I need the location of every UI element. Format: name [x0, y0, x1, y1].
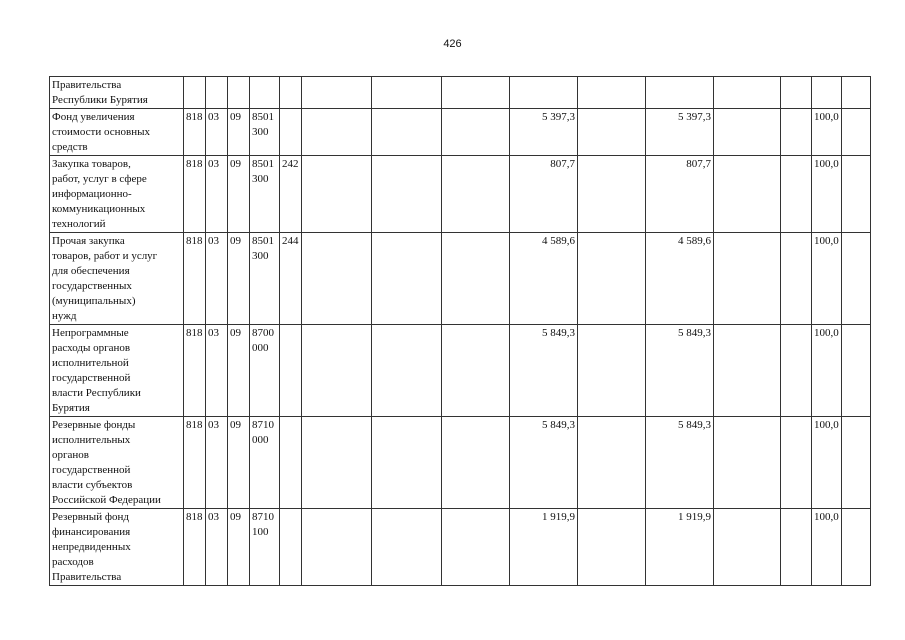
page-number: 426	[443, 38, 462, 50]
empty-cell	[302, 325, 372, 417]
subsection-code: 09	[228, 417, 250, 509]
planned-amount: 1 919,9	[510, 509, 578, 586]
execution-percent: 100,0	[812, 109, 842, 156]
empty-cell	[714, 77, 781, 109]
empty-cell	[781, 77, 812, 109]
empty-cell	[841, 77, 870, 109]
ministry-code: 818	[184, 417, 206, 509]
executed-amount: 5 849,3	[646, 417, 714, 509]
subsection-code: 09	[228, 109, 250, 156]
empty-cell	[578, 509, 646, 586]
target-article-code: 8710 000	[250, 417, 280, 509]
empty-cell	[714, 509, 781, 586]
empty-cell	[372, 109, 442, 156]
ministry-code: 818	[184, 509, 206, 586]
ministry-code	[184, 77, 206, 109]
empty-cell	[781, 156, 812, 233]
empty-cell	[442, 325, 510, 417]
empty-cell	[372, 77, 442, 109]
empty-cell	[578, 233, 646, 325]
target-article-code: 8501 300	[250, 233, 280, 325]
budget-table	[49, 76, 871, 586]
empty-cell	[714, 233, 781, 325]
expense-type-code: 244	[280, 233, 302, 325]
section-code: 03	[206, 109, 228, 156]
table-row	[50, 233, 871, 325]
executed-amount: 4 589,6	[646, 233, 714, 325]
execution-percent: 100,0	[812, 233, 842, 325]
empty-cell	[781, 325, 812, 417]
empty-cell	[372, 156, 442, 233]
section-code: 03	[206, 509, 228, 586]
empty-cell	[442, 509, 510, 586]
planned-amount: 4 589,6	[510, 233, 578, 325]
empty-cell	[841, 109, 870, 156]
subsection-code: 09	[228, 156, 250, 233]
subsection-code	[228, 77, 250, 109]
expense-type-code	[280, 77, 302, 109]
target-article-code: 8501 300	[250, 109, 280, 156]
empty-cell	[578, 156, 646, 233]
row-name: Прочая закупка товаров, работ и услуг для обеспечения государственных (муниципальных) нужд	[50, 233, 184, 325]
empty-cell	[302, 156, 372, 233]
empty-cell	[578, 325, 646, 417]
empty-cell	[302, 77, 372, 109]
empty-cell	[372, 325, 442, 417]
ministry-code: 818	[184, 325, 206, 417]
expense-type-code	[280, 417, 302, 509]
empty-cell	[781, 417, 812, 509]
section-code	[206, 77, 228, 109]
table-row	[50, 509, 871, 586]
row-name: Резервный фонд финансирования непредвиденных расходов Правительства	[50, 509, 184, 586]
executed-amount: 5 397,3	[646, 109, 714, 156]
planned-amount: 5 397,3	[510, 109, 578, 156]
executed-amount: 1 919,9	[646, 509, 714, 586]
subsection-code: 09	[228, 233, 250, 325]
table-row	[50, 156, 871, 233]
empty-cell	[841, 325, 870, 417]
empty-cell	[578, 417, 646, 509]
empty-cell	[372, 509, 442, 586]
row-name: Непрограммные расходы органов исполнительной государственной власти Республики Бурятия	[50, 325, 184, 417]
ministry-code: 818	[184, 233, 206, 325]
planned-amount	[510, 77, 578, 109]
expense-type-code: 242	[280, 156, 302, 233]
execution-percent: 100,0	[812, 325, 842, 417]
empty-cell	[442, 417, 510, 509]
empty-cell	[714, 109, 781, 156]
empty-cell	[714, 325, 781, 417]
empty-cell	[302, 417, 372, 509]
target-article-code: 8700 000	[250, 325, 280, 417]
table-row	[50, 109, 871, 156]
table-row	[50, 417, 871, 509]
empty-cell	[841, 417, 870, 509]
empty-cell	[781, 233, 812, 325]
empty-cell	[841, 509, 870, 586]
table-row	[50, 325, 871, 417]
empty-cell	[781, 109, 812, 156]
section-code: 03	[206, 325, 228, 417]
planned-amount: 807,7	[510, 156, 578, 233]
empty-cell	[442, 77, 510, 109]
executed-amount	[646, 77, 714, 109]
section-code: 03	[206, 233, 228, 325]
execution-percent	[812, 77, 842, 109]
planned-amount: 5 849,3	[510, 417, 578, 509]
empty-cell	[578, 77, 646, 109]
empty-cell	[578, 109, 646, 156]
section-code: 03	[206, 156, 228, 233]
empty-cell	[372, 417, 442, 509]
empty-cell	[714, 156, 781, 233]
empty-cell	[841, 156, 870, 233]
empty-cell	[302, 233, 372, 325]
empty-cell	[372, 233, 442, 325]
empty-cell	[781, 509, 812, 586]
empty-cell	[302, 509, 372, 586]
target-article-code: 8501 300	[250, 156, 280, 233]
target-article-code	[250, 77, 280, 109]
planned-amount: 5 849,3	[510, 325, 578, 417]
row-name: Резервные фонды исполнительных органов государственной власти субъектов Российской Федерации	[50, 417, 184, 509]
empty-cell	[302, 109, 372, 156]
execution-percent: 100,0	[812, 509, 842, 586]
execution-percent: 100,0	[812, 417, 842, 509]
empty-cell	[841, 233, 870, 325]
subsection-code: 09	[228, 325, 250, 417]
empty-cell	[442, 233, 510, 325]
ministry-code: 818	[184, 156, 206, 233]
expense-type-code	[280, 509, 302, 586]
row-name: Фонд увеличения стоимости основных средств	[50, 109, 184, 156]
executed-amount: 807,7	[646, 156, 714, 233]
ministry-code: 818	[184, 109, 206, 156]
empty-cell	[442, 109, 510, 156]
subsection-code: 09	[228, 509, 250, 586]
table-row	[50, 77, 871, 109]
execution-percent: 100,0	[812, 156, 842, 233]
executed-amount: 5 849,3	[646, 325, 714, 417]
expense-type-code	[280, 109, 302, 156]
empty-cell	[714, 417, 781, 509]
empty-cell	[442, 156, 510, 233]
target-article-code: 8710 100	[250, 509, 280, 586]
section-code: 03	[206, 417, 228, 509]
expense-type-code	[280, 325, 302, 417]
row-name: Закупка товаров, работ, услуг в сфере информационно- коммуникационных технологий	[50, 156, 184, 233]
row-name: Правительства Республики Бурятия	[50, 77, 184, 109]
